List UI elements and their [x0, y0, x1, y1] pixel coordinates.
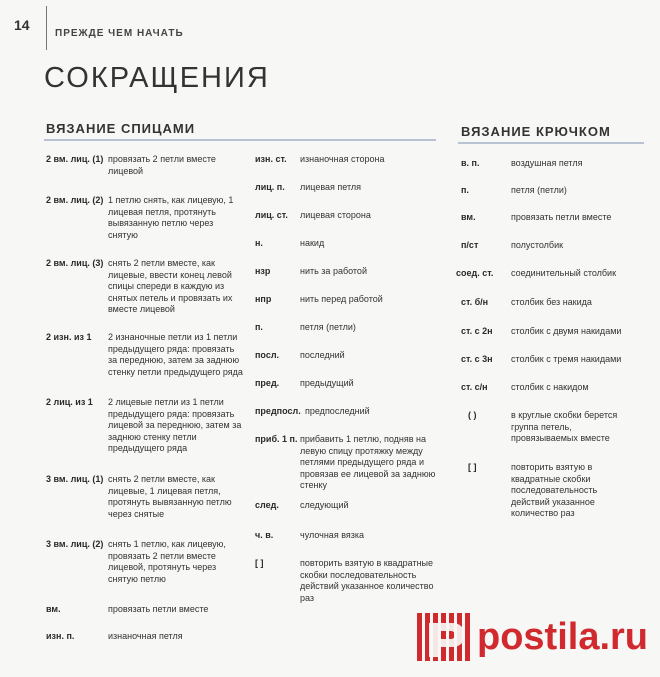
section-label: ПРЕЖДЕ ЧЕМ НАЧАТЬ — [55, 28, 184, 39]
abbr-term: 2 лиц. из 1 — [46, 397, 93, 407]
abbr-description: 1 петлю снять, как лицевую, 1 лицевая петля, протянуть вывязанную петлю через снятую — [108, 195, 234, 240]
abbr-description: накид — [300, 238, 325, 248]
abbr-term: вм. — [461, 212, 476, 222]
abbr-description: столбик с накидом — [511, 382, 589, 392]
abbr-description: столбик с двумя накидами — [511, 326, 622, 336]
abbr-description: соединительный столбик — [511, 268, 617, 278]
abbr-term: 2 вм. лиц. (2) — [46, 195, 104, 205]
abbr-description: нить за работой — [300, 266, 367, 276]
abbr-description: провязать петли вместе — [108, 604, 209, 614]
abbr-term: ст. с 2н — [461, 326, 493, 336]
abbr-term: нзр — [255, 266, 271, 276]
abbr-description: изнаночная сторона — [300, 154, 385, 164]
abbr-term: ( ) — [468, 410, 477, 420]
abbr-term: [ ] — [468, 462, 477, 472]
abbr-description: в круглые скобки берется группа петель, провязываемых вместе — [511, 410, 618, 443]
abbr-description: последний — [300, 350, 345, 360]
abbr-term: предпосл. — [255, 406, 301, 416]
abbr-term: н. — [255, 238, 263, 248]
abbr-term: ч. в. — [255, 530, 274, 540]
abbr-term: 2 вм. лиц. (3) — [46, 258, 104, 268]
abbr-description: 2 изнаночные петли из 1 петли предыдущего ряда: провязать за переднюю, затем за заднюю стенку петли предыдущего ряда — [108, 332, 243, 377]
abbr-term: 3 вм. лиц. (2) — [46, 539, 104, 549]
abbr-description: повторить взятую в квадратные скобки последовательность действий указанное количество раз — [511, 462, 598, 518]
abbr-description: столбик без накида — [511, 297, 592, 307]
abbr-term: посл. — [255, 350, 280, 360]
abbr-term: изн. ст. — [255, 154, 287, 164]
abbr-description: провязать 2 петли вместе лицевой — [108, 154, 216, 176]
abbr-term: п. — [255, 322, 263, 332]
abbr-description: полустолбик — [511, 240, 564, 250]
abbr-term: 2 вм. лиц. (1) — [46, 154, 104, 164]
abbr-description: 2 лицевые петли из 1 петли предыдущего ряда: провязать лицевой за переднюю, затем за заднюю стенку петли предыдущего ряда — [108, 397, 242, 453]
abbr-term: приб. 1 п. — [255, 434, 298, 444]
abbr-description: лицевая сторона — [300, 210, 371, 220]
knitting-heading-rule — [44, 139, 436, 141]
abbr-description: повторить взятую в квадратные скобки последовательность действий указанное количество раз — [300, 558, 434, 603]
crochet-heading: ВЯЗАНИЕ КРЮЧКОМ — [461, 124, 611, 139]
abbr-term: соед. ст. — [456, 268, 494, 278]
abbr-description: снять 2 петли вместе, как лицевые, ввести конец левой спицы спереди в каждую из снятых петель и провязать их вместе лицевой — [108, 258, 233, 314]
abbr-description: петля (петли) — [511, 185, 567, 195]
header-divider — [46, 6, 47, 50]
knitting-heading: ВЯЗАНИЕ СПИЦАМИ — [46, 121, 196, 136]
abbr-term: в. п. — [461, 158, 480, 168]
page-number: 14 — [14, 17, 30, 33]
abbr-term: ст. с 3н — [461, 354, 493, 364]
abbr-description: лицевая петля — [300, 182, 362, 192]
abbr-term: п/ст — [461, 240, 479, 250]
crochet-heading-rule — [458, 142, 644, 144]
abbr-description: изнаночная петля — [108, 631, 183, 641]
abbr-description: снять 2 петли вместе, как лицевые, 1 лицевая петля, протянуть вывязанную петлю через снятые — [108, 474, 232, 519]
abbr-description: столбик с тремя накидами — [511, 354, 622, 364]
abbr-term: вм. — [46, 604, 61, 614]
abbr-term: лиц. п. — [255, 182, 285, 192]
watermark-logo — [415, 597, 660, 677]
abbr-term: ст. б/н — [461, 297, 489, 307]
abbr-term: след. — [255, 500, 279, 510]
abbr-term: лиц. ст. — [255, 210, 288, 220]
abbr-description: провязать петли вместе — [511, 212, 612, 222]
abbr-term: ст. с/н — [461, 382, 488, 392]
abbr-term: пред. — [255, 378, 280, 388]
abbr-term: изн. п. — [46, 631, 75, 641]
postila-logo-icon — [415, 609, 471, 665]
abbr-description: прибавить 1 петлю, подняв на левую спицу протяжку между петлями предыдущего ряда и провязав ее лицевой за заднюю стенку — [300, 434, 436, 490]
abbr-description: снять 1 петлю, как лицевую, провязать 2 петли вместе лицевой, протянуть через снятую петлю — [108, 539, 226, 584]
abbr-description: нить перед работой — [300, 294, 383, 304]
abbr-term: п. — [461, 185, 469, 195]
abbr-term: 2 изн. из 1 — [46, 332, 92, 342]
abbr-description: чулочная вязка — [300, 530, 365, 540]
abbr-description: предпоследний — [305, 406, 370, 416]
abbr-term: нпр — [255, 294, 272, 304]
abbr-term: 3 вм. лиц. (1) — [46, 474, 104, 484]
abbr-description: воздушная петля — [511, 158, 583, 168]
abbr-term: [ ] — [255, 558, 264, 568]
watermark-text: postila.ru — [477, 615, 649, 658]
page-title: СОКРАЩЕНИЯ — [44, 62, 270, 94]
abbr-description: следующий — [300, 500, 349, 510]
abbr-description: предыдущий — [300, 378, 354, 388]
abbr-description: петля (петли) — [300, 322, 356, 332]
